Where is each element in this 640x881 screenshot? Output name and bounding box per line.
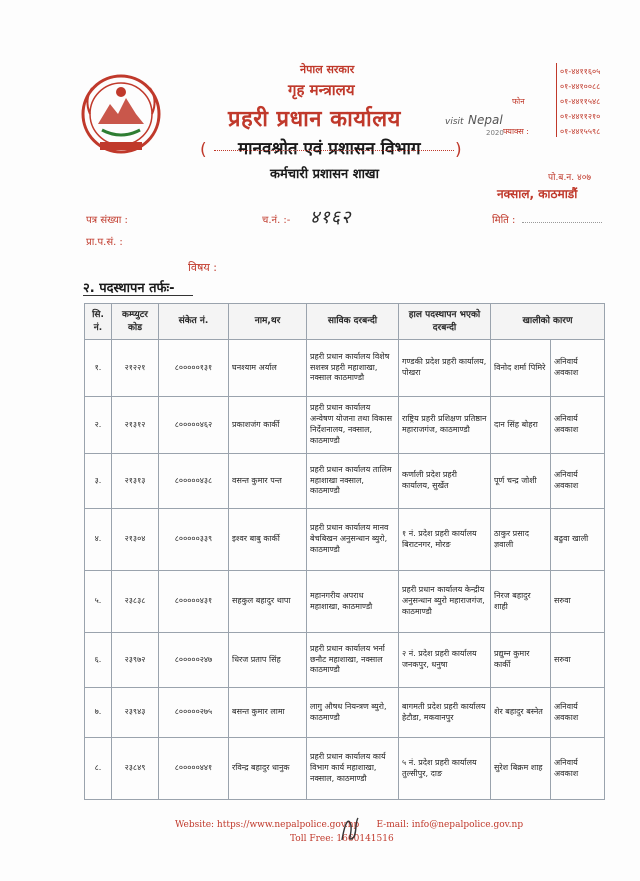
table-cell: सरुवा <box>551 571 605 633</box>
table-cell: ८०००००४३१ <box>159 571 229 633</box>
phone-label: फोन <box>512 97 525 106</box>
government-name: नेपाल सरकार <box>300 63 355 76</box>
date-label: मिति : <box>492 215 516 226</box>
table-cell: ठाकुर प्रसाद ज्ञवाली <box>491 509 551 571</box>
table-cell: अनिवार्य अवकाश <box>551 738 605 800</box>
ministry-name: गृह मन्त्रालय <box>288 81 355 99</box>
column-header: संकेत नं. <box>159 304 229 340</box>
table-cell: २३८४९ <box>112 738 159 800</box>
visit-text: visit <box>445 117 464 127</box>
signature-icon <box>339 812 361 846</box>
visit-brand: Nepal <box>468 113 503 127</box>
table-cell: ८. <box>85 738 112 800</box>
table-row <box>85 738 605 800</box>
table-cell: ८०००००१३१ <box>159 340 229 397</box>
date-line <box>522 222 602 223</box>
table-row <box>85 571 605 633</box>
table-cell: बसन्त कुमार लामा <box>229 688 307 738</box>
phone-number: ०१-४४११६०५ <box>560 67 601 76</box>
table-cell: प्रहरी प्रधान कार्यालय भर्ना छनौट महाशाखा, नक्साल काठमाण्डौ <box>307 633 399 688</box>
table-cell: ५ नं. प्रदेश प्रहरी कार्यालय तुल्सीपुर, दाङ <box>399 738 491 800</box>
email-text: E-mail: info@nepalpolice.gov.np <box>376 820 524 830</box>
table-cell: २१३०४ <box>112 509 159 571</box>
table-cell: वसन्त कुमार पन्त <box>229 454 307 509</box>
table-cell: २३८३८ <box>112 571 159 633</box>
table-cell: ८०००००२४७ <box>159 633 229 688</box>
table-cell: ८०००००४३८ <box>159 454 229 509</box>
table-cell: २१३१२ <box>112 397 159 454</box>
department-name: मानवश्रोत एवं प्रशासन विभाग <box>238 139 421 159</box>
table-cell: १ नं. प्रदेश प्रहरी कार्यालय बिराटनगर, मोरङ <box>399 509 491 571</box>
table-cell: बढुवा खाली <box>551 509 605 571</box>
dispatch-number-label: च.नं. :- <box>262 215 291 226</box>
table-cell: २३९४३ <box>112 688 159 738</box>
office-name: प्रहरी प्रधान कार्यालय <box>228 107 401 132</box>
phone-number: ०१-४४१००८८ <box>560 82 601 91</box>
table-cell: प्रहरी प्रधान कार्यालय मानव बेचबिखन अनुसन्धान ब्युरो, काठमाण्डौ <box>307 509 399 571</box>
section-title: २. पदस्थापन तर्फः- <box>83 281 175 296</box>
table-cell: धिरज प्रताप सिंह <box>229 633 307 688</box>
table-cell: अनिवार्य अवकाश <box>551 454 605 509</box>
column-header: नाम,थर <box>229 304 307 340</box>
column-header: खालीको कारण <box>491 304 605 340</box>
paren-right: ) <box>455 140 462 160</box>
fax-number: ०१-४४१५५९८ <box>560 127 601 136</box>
nepal-emblem-icon <box>78 70 164 158</box>
department-underline <box>214 150 454 151</box>
footer-toll-free: Toll Free: 1660141516 <box>290 834 394 844</box>
table-cell: घनश्याम अर्याल <box>229 340 307 397</box>
table-row <box>85 688 605 738</box>
column-header: हाल पदस्थापन भएको दरबन्दी <box>399 304 491 340</box>
table-cell: १. <box>85 340 112 397</box>
table-cell: प्रहरी प्रधान कार्यालय विशेष सशस्त्र प्रहरी महाशाखा, नक्साल काठमाण्डौ <box>307 340 399 397</box>
table-cell: सुरेश बिक्रम शाह <box>491 738 551 800</box>
table-cell: ४. <box>85 509 112 571</box>
posting-table <box>84 303 605 800</box>
table-cell: पूर्ण चन्द्र जोशी <box>491 454 551 509</box>
table-cell: अनिवार्य अवकाश <box>551 340 605 397</box>
section-underline <box>83 295 193 296</box>
table-cell: प्रकाशजंग कार्की <box>229 397 307 454</box>
column-header: साविक दरबन्दी <box>307 304 399 340</box>
table-cell: प्रहरी प्रधान कार्यालय केन्द्रीय अनुसन्धान ब्युरो महाराजगंज, काठमाण्डौ <box>399 571 491 633</box>
table-row <box>85 633 605 688</box>
table-cell: महानगरीय अपराध महाशाखा, काठमाण्डौ <box>307 571 399 633</box>
po-box: पो.ब.न. ४०७ <box>548 173 592 183</box>
column-header: सि. नं. <box>85 304 112 340</box>
table-cell: ७. <box>85 688 112 738</box>
pra-pa-label: प्रा.प.सं. : <box>86 237 123 248</box>
table-cell: लागु औषध नियन्त्रण ब्युरो, काठमाण्डौ <box>307 688 399 738</box>
website-text: Website: https://www.nepalpolice.gov.np <box>175 820 360 830</box>
table-cell: ३. <box>85 454 112 509</box>
table-cell: प्रहरी प्रधान कार्यालय अन्वेषण योजना तथा विकास निर्देशनालय, नक्साल, काठमाण्डौ <box>307 397 399 454</box>
column-header: कम्प्युटर कोड <box>112 304 159 340</box>
table-cell: निरज बहादुर शाही <box>491 571 551 633</box>
table-cell: इश्वर बाबु कार्की <box>229 509 307 571</box>
table-cell: दान सिंह बोहरा <box>491 397 551 454</box>
table-cell: ८०००००३३९ <box>159 509 229 571</box>
dispatch-number: ४१६२ <box>310 207 352 228</box>
table-cell: प्रद्युम्न कुमार कार्की <box>491 633 551 688</box>
table-cell: २ नं. प्रदेश प्रहरी कार्यालय जनकपुर, धनुषा <box>399 633 491 688</box>
table-cell: ६. <box>85 633 112 688</box>
subject-label: विषय : <box>188 261 217 274</box>
table-cell: शेर बहादुर बस्नेत <box>491 688 551 738</box>
table-cell: ५. <box>85 571 112 633</box>
table-cell: कर्णाली प्रदेश प्रहरी कार्यालय, सुर्खेत <box>399 454 491 509</box>
table-cell: सरुवा <box>551 633 605 688</box>
table-cell: विनोद शर्मा पिमिरे <box>491 340 551 397</box>
table-header-row <box>85 304 605 340</box>
table-cell: अनिवार्य अवकाश <box>551 688 605 738</box>
table-cell: बागमती प्रदेश प्रहरी कार्यालय हेटौडा, मकवानपुर <box>399 688 491 738</box>
table-cell: २१२२१ <box>112 340 159 397</box>
table-cell: अनिवार्य अवकाश <box>551 397 605 454</box>
paren-left: ( <box>200 140 207 160</box>
table-cell: प्रहरी प्रधान कार्यालय कार्य विभाग कार्य महाशाखा, नक्साल, काठमाण्डौ <box>307 738 399 800</box>
table-cell: प्रहरी प्रधान कार्यालय तालिम महाशाखा नक्साल, काठमाण्डौ <box>307 454 399 509</box>
table-body <box>85 340 605 800</box>
table-cell: सहकुल बहादुर थापा <box>229 571 307 633</box>
table-cell: गण्डकी प्रदेश प्रहरी कार्यालय, पोखरा <box>399 340 491 397</box>
table-row <box>85 509 605 571</box>
table-cell: ८०००००४६२ <box>159 397 229 454</box>
table-cell: २. <box>85 397 112 454</box>
letter-number-label: पत्र संख्या : <box>86 215 128 226</box>
table-row <box>85 397 605 454</box>
table-cell: ८०००००४४१ <box>159 738 229 800</box>
table-cell: २१३१३ <box>112 454 159 509</box>
table-cell: ८०००००२७५ <box>159 688 229 738</box>
branch-name: कर्मचारी प्रशासन शाखा <box>270 167 379 182</box>
address: नक्साल, काठमाडौं <box>497 187 578 201</box>
table-row <box>85 454 605 509</box>
phone-number: ०१-४४११२१० <box>560 112 601 121</box>
table-cell: राष्ट्रिय प्रहरी प्रशिक्षण प्रतिष्ठान महाराजगंज, काठमाण्डौ <box>399 397 491 454</box>
table-cell: रविन्द्र बहादुर धानुक <box>229 738 307 800</box>
visit-year: 2020 <box>486 129 504 137</box>
phone-number: ०१-४४११५४८ <box>560 97 601 106</box>
fax-label: फ्याक्स : <box>503 127 529 136</box>
table-row <box>85 340 605 397</box>
table-cell: २३९७२ <box>112 633 159 688</box>
